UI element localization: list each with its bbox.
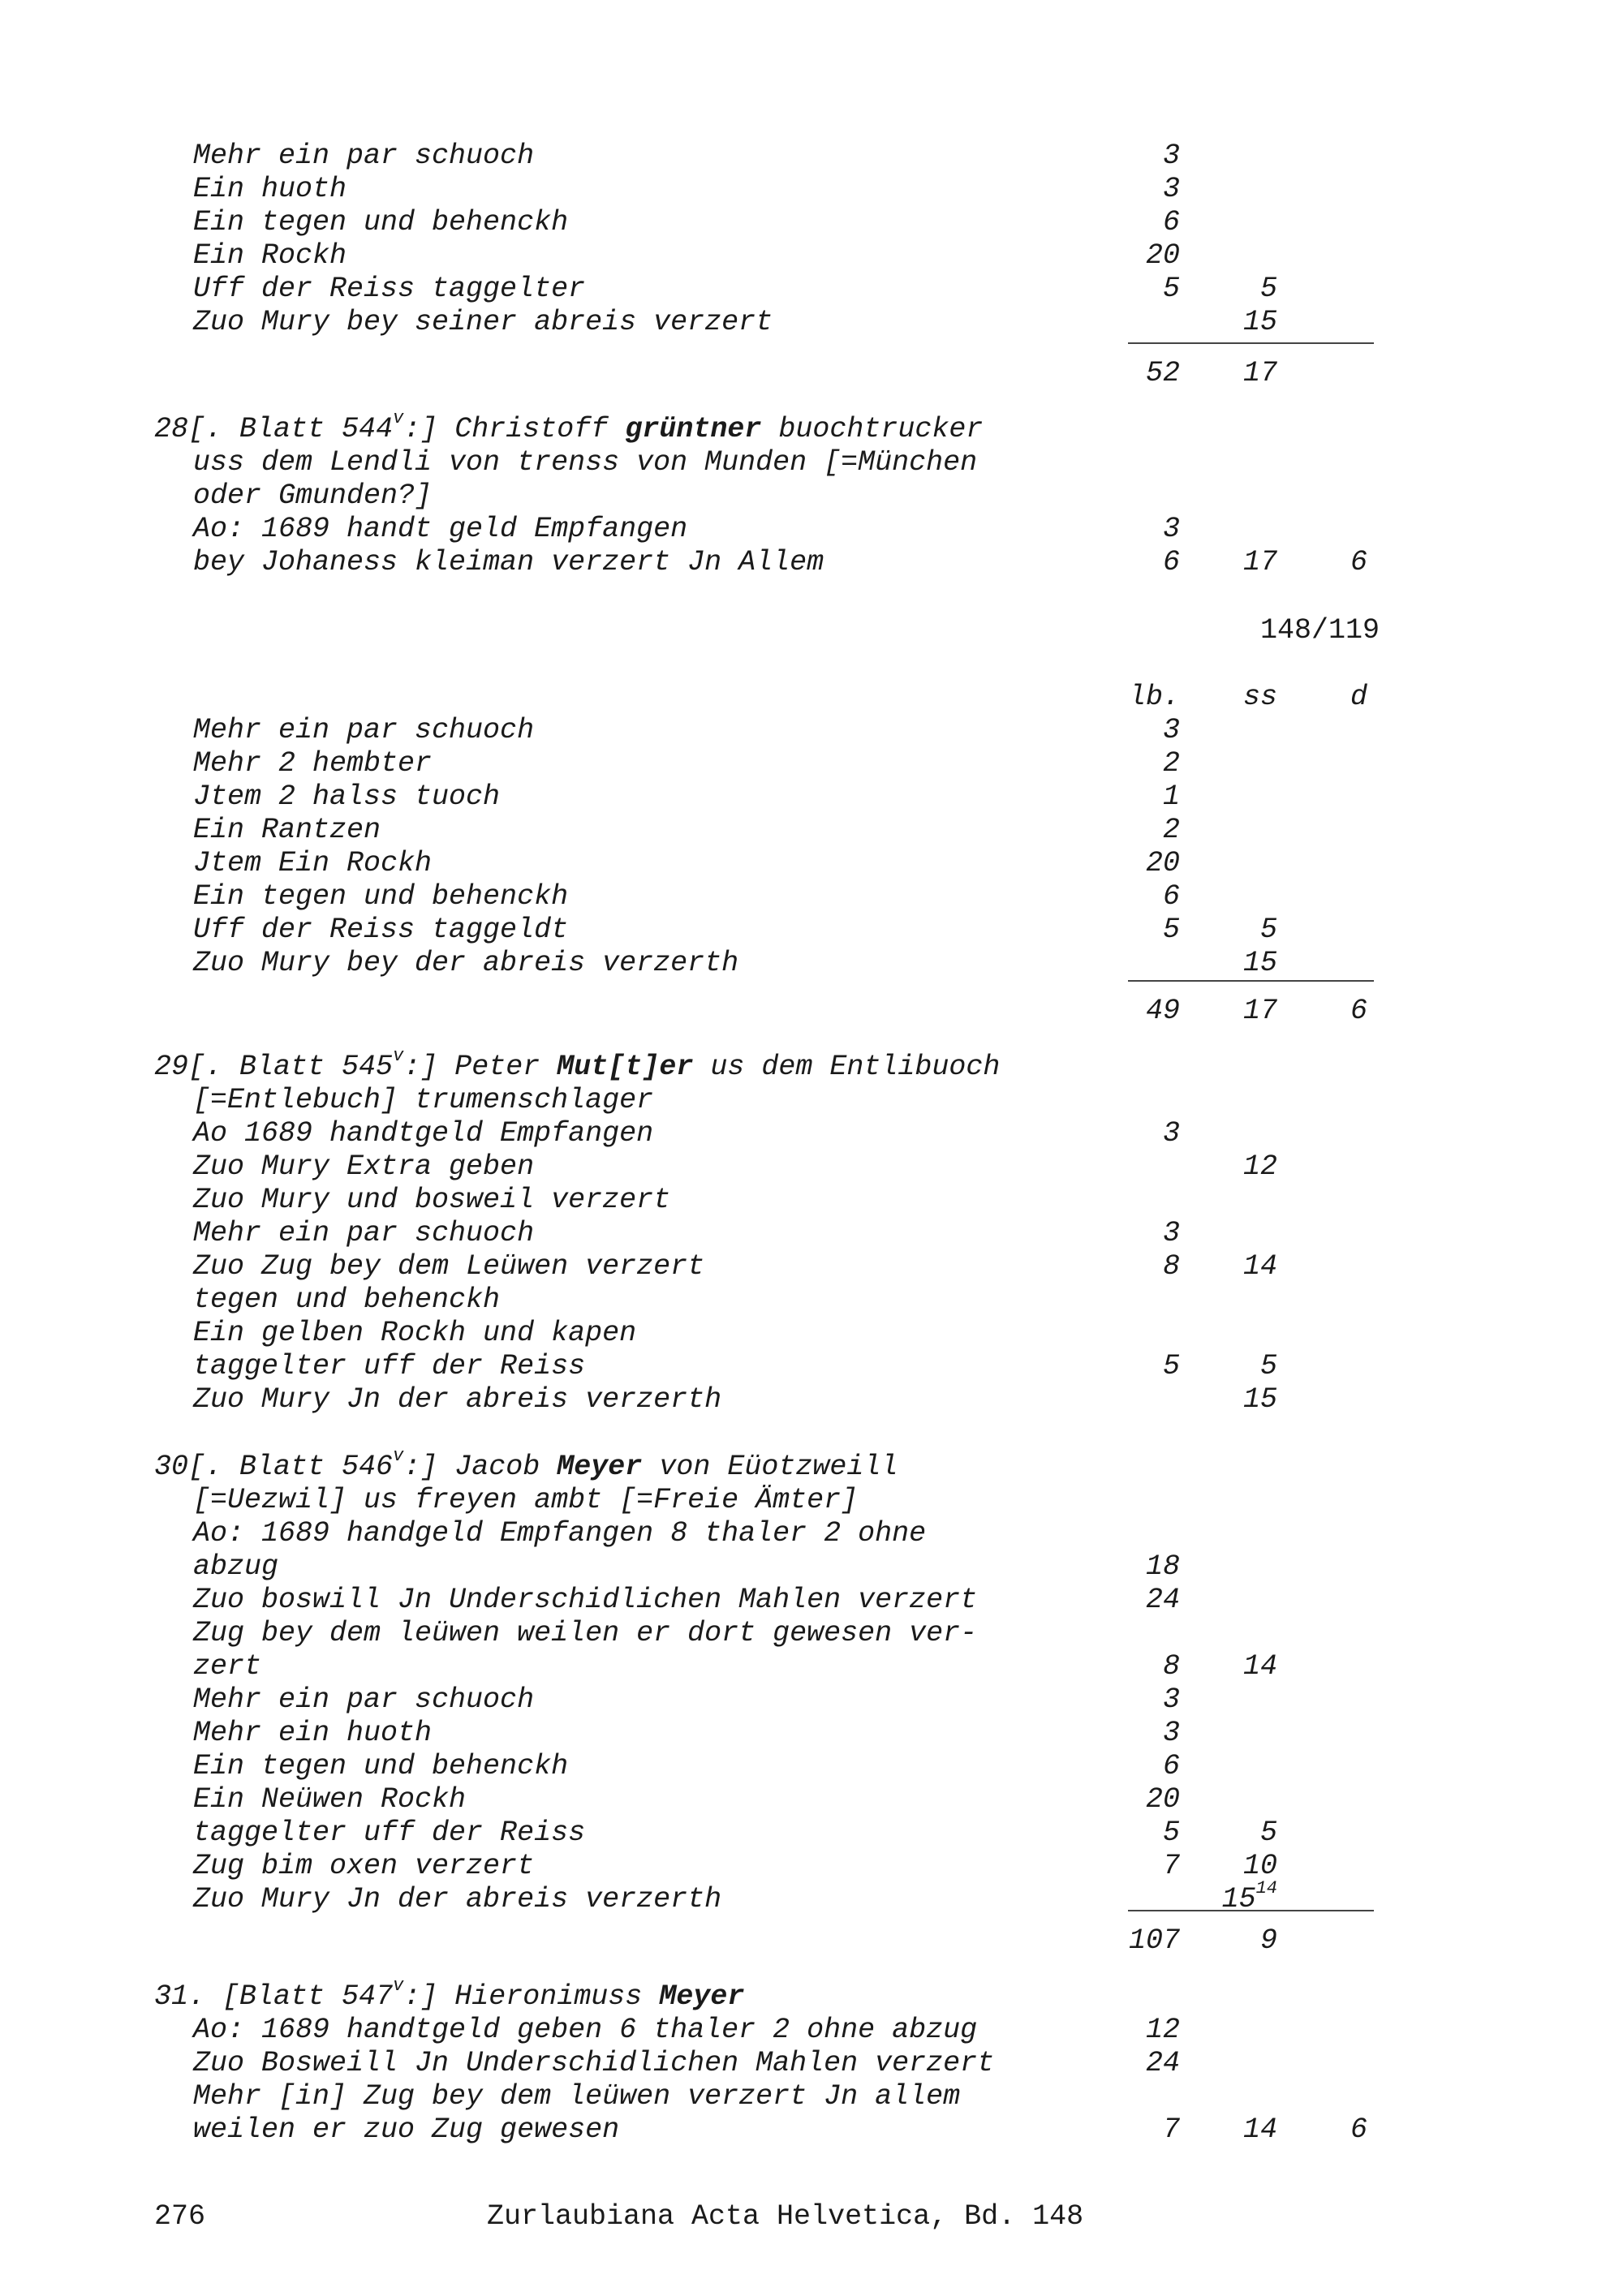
ledger-line — [0, 1084, 1623, 1117]
amount-lb: 7 — [1162, 1850, 1180, 1882]
amount-lb: 8 — [1162, 1250, 1180, 1283]
person-name: Meyer — [659, 1980, 745, 2013]
ledger-line — [0, 1350, 1623, 1383]
ledger-line — [0, 2080, 1623, 2113]
header-ss: ss — [1242, 681, 1277, 713]
ledger-line — [0, 2047, 1623, 2080]
line-text: bey Johaness kleiman verzert Jn Allem — [193, 546, 824, 578]
ledger-line — [0, 780, 1623, 814]
line-text: Uff der Reiss taggelter — [193, 273, 586, 305]
ledger-line — [0, 880, 1623, 914]
ledger-line — [0, 1117, 1623, 1150]
footnote-ref: 14 — [1255, 1878, 1277, 1898]
line-text: oder Gmunden?] — [193, 479, 433, 512]
line-text: Ein tegen und behenckh — [193, 880, 569, 913]
amount-lb: 20 — [1145, 239, 1180, 272]
ledger-line — [0, 1517, 1623, 1550]
line-text: 30[. Blatt 546$^v$:] Jacob Meyer von Eüotzweill — [154, 1446, 898, 1483]
amount-lb: 5 — [1162, 1350, 1180, 1382]
amount-ss: 15 — [1242, 306, 1277, 338]
amount-ss: 5 — [1259, 1350, 1277, 1382]
line-text: 29[. Blatt 545$^v$:] Peter Mut[t]er us dem Entlibuoch — [154, 1046, 1001, 1083]
ledger-line — [0, 2113, 1623, 2147]
total-lb: 107 — [1128, 1924, 1180, 1957]
ledger-line — [0, 206, 1623, 239]
line-text: Ein tegen und behenckh — [193, 1750, 569, 1782]
line-text: Zuo Mury Jn der abreis verzerth — [193, 1383, 722, 1416]
amount-lb: 1 — [1162, 780, 1180, 813]
ledger-line — [0, 446, 1623, 479]
line-text: Zuo Mury bey seiner abreis verzert — [193, 306, 773, 338]
amount-lb: 3 — [1162, 1717, 1180, 1749]
amount-ss: $15^{14}$ — [1221, 1878, 1277, 1915]
ledger-line — [0, 714, 1623, 747]
amount-ss: 12 — [1242, 1150, 1277, 1183]
line-text: Zuo Bosweill Jn Underschidlichen Mahlen verzert — [193, 2047, 995, 2079]
ledger-line — [0, 1283, 1623, 1317]
amount-lb: 2 — [1162, 747, 1180, 780]
amount-ss: 10 — [1242, 1850, 1277, 1882]
line-text: Zuo Zug bey dem Leüwen verzert — [193, 1250, 705, 1283]
line-text: Jtem Ein Rockh — [193, 847, 433, 879]
amount-lb: 6 — [1162, 880, 1180, 913]
verso-marker: v — [393, 1046, 404, 1066]
ledger-line — [0, 140, 1623, 173]
amount-lb: 20 — [1145, 1783, 1180, 1816]
amount-lb: 3 — [1162, 140, 1180, 172]
ledger-line — [0, 847, 1623, 880]
amount-lb: 24 — [1145, 1584, 1180, 1616]
line-text: taggelter uff der Reiss — [193, 1350, 586, 1382]
amount-lb: 5 — [1162, 273, 1180, 305]
amount-ss: 15 — [1242, 947, 1277, 979]
ledger-line — [0, 1484, 1623, 1517]
line-text: uss dem Lendli von trenss von Munden [=München — [193, 446, 978, 479]
line-text: zert — [193, 1650, 262, 1683]
ledger-line — [0, 1650, 1623, 1683]
line-text: Mehr 2 hembter — [193, 747, 433, 780]
ledger-line — [0, 947, 1623, 980]
person-name: Mut[t]er — [557, 1051, 694, 1083]
line-text: Mehr ein par schuoch — [193, 1217, 535, 1249]
ledger-line — [0, 1150, 1623, 1184]
line-text: Mehr ein par schuoch — [193, 714, 535, 746]
ledger-line — [0, 173, 1623, 206]
ledger-line — [0, 479, 1623, 513]
ledger-line — [0, 814, 1623, 847]
ledger-line — [0, 1317, 1623, 1350]
amount-lb: 7 — [1162, 2113, 1180, 2146]
amount-ss: 14 — [1242, 2113, 1277, 2146]
line-text: Ao 1689 handtgeld Empfangen — [193, 1117, 654, 1150]
amount-ss: 14 — [1242, 1250, 1277, 1283]
amount-lb: 6 — [1162, 206, 1180, 239]
line-text: Zug bey dem leüwen weilen er dort gewesen ver- — [193, 1617, 978, 1649]
total-row — [0, 1924, 1623, 1958]
sum-rule — [1128, 1910, 1374, 1911]
person-name: Meyer — [557, 1451, 643, 1483]
total-ss: 17 — [1242, 357, 1277, 389]
line-text: Jtem 2 halss tuoch — [193, 780, 501, 813]
ledger-line — [0, 1783, 1623, 1817]
line-text: Mehr ein par schuoch — [193, 1683, 535, 1716]
footer-page-number: 276 — [154, 2200, 206, 2233]
entry-heading — [0, 1446, 1623, 1484]
amount-lb: 6 — [1162, 546, 1180, 578]
ledger-line — [0, 1550, 1623, 1584]
ledger-line — [0, 1878, 1623, 1916]
total-d: 6 — [1350, 995, 1367, 1027]
line-text: Zuo Mury Jn der abreis verzerth — [193, 1883, 722, 1915]
person-name: grüntner — [625, 413, 762, 445]
ledger-line — [0, 306, 1623, 339]
ledger-line — [0, 1850, 1623, 1883]
line-text: Ein huoth — [193, 173, 347, 205]
amount-lb: 3 — [1162, 173, 1180, 205]
ledger-line — [0, 1250, 1623, 1283]
total-lb: 49 — [1145, 995, 1180, 1027]
amount-lb: 3 — [1162, 1217, 1180, 1249]
line-text: weilen er zuo Zug gewesen — [193, 2113, 620, 2146]
line-text: Ein Rantzen — [193, 814, 381, 846]
amount-lb: 3 — [1162, 714, 1180, 746]
amount-lb: 3 — [1162, 513, 1180, 545]
ledger-line — [0, 914, 1623, 947]
line-text: Zuo Mury Extra geben — [193, 1150, 535, 1183]
amount-lb: 2 — [1162, 814, 1180, 846]
line-text: Mehr ein huoth — [193, 1717, 433, 1749]
total-lb: 52 — [1145, 357, 1180, 389]
amount-lb: 3 — [1162, 1683, 1180, 1716]
amount-lb: 20 — [1145, 847, 1180, 879]
ledger-line — [0, 546, 1623, 579]
amount-ss: 5 — [1259, 914, 1277, 946]
line-text: Zug bim oxen verzert — [193, 1850, 535, 1882]
ledger-line — [0, 2014, 1623, 2047]
entry-heading — [0, 1046, 1623, 1084]
verso-marker: v — [393, 408, 404, 428]
line-text: Ein Neüwen Rockh — [193, 1783, 467, 1816]
amount-lb: 3 — [1162, 1117, 1180, 1150]
line-text: abzug — [193, 1550, 279, 1583]
ledger-line — [0, 1817, 1623, 1850]
amount-lb: 5 — [1162, 914, 1180, 946]
total-ss: 9 — [1259, 1924, 1277, 1957]
line-text: Ao: 1689 handt geld Empfangen — [193, 513, 688, 545]
line-text: tegen und behenckh — [193, 1283, 501, 1316]
ledger-line — [0, 1217, 1623, 1250]
amount-d: 6 — [1350, 546, 1367, 578]
line-text: Zuo boswill Jn Underschidlichen Mahlen verzert — [193, 1584, 978, 1616]
verso-marker: v — [393, 1976, 404, 1996]
line-text: Ein tegen und behenckh — [193, 206, 569, 239]
amount-ss: 5 — [1259, 273, 1277, 305]
amount-ss: 5 — [1259, 1817, 1277, 1849]
entry-heading — [0, 1976, 1623, 2014]
ledger-line — [0, 1617, 1623, 1650]
ledger-line — [0, 513, 1623, 546]
ledger-line — [0, 1683, 1623, 1717]
line-text: Mehr [in] Zug bey dem leüwen verzert Jn allem — [193, 2080, 961, 2113]
amount-lb: 12 — [1145, 2014, 1180, 2046]
ledger-line — [0, 239, 1623, 273]
header-lb: lb. — [1128, 681, 1180, 713]
line-text: Ein gelben Rockh und kapen — [193, 1317, 637, 1349]
amount-lb: 18 — [1145, 1550, 1180, 1583]
line-text: [=Entlebuch] trumenschlager — [193, 1084, 654, 1116]
total-row — [0, 995, 1623, 1028]
total-row — [0, 357, 1623, 390]
header-d: d — [1350, 681, 1367, 713]
ledger-line — [0, 273, 1623, 306]
verso-marker: v — [393, 1446, 404, 1466]
page-reference: 148/119 — [1260, 614, 1380, 647]
line-text: 31. [Blatt 547$^v$:] Hieronimuss Meyer — [154, 1976, 745, 2013]
ledger-line — [0, 1584, 1623, 1617]
amount-ss: 15 — [1242, 1383, 1277, 1416]
amount-lb: 6 — [1162, 1750, 1180, 1782]
amount-lb: 8 — [1162, 1650, 1180, 1683]
line-text: Zuo Mury und bosweil verzert — [193, 1184, 671, 1216]
total-ss: 17 — [1242, 995, 1277, 1027]
sum-rule — [1128, 342, 1374, 344]
column-header-row — [0, 681, 1623, 714]
amount-lb: 5 — [1162, 1817, 1180, 1849]
line-text: Mehr ein par schuoch — [193, 140, 535, 172]
entry-heading — [0, 408, 1623, 446]
line-text: [=Uezwil] us freyen ambt [=Freie Ämter] — [193, 1484, 859, 1516]
footer-title: Zurlaubiana Acta Helvetica, Bd. 148 — [487, 2200, 1084, 2233]
amount-d: 6 — [1350, 2113, 1367, 2146]
line-text: Uff der Reiss taggeldt — [193, 914, 569, 946]
line-text: taggelter uff der Reiss — [193, 1817, 586, 1849]
line-text: Ao: 1689 handgeld Empfangen 8 thaler 2 ohne — [193, 1517, 927, 1550]
line-text: 28[. Blatt 544$^v$:] Christoff grüntner buochtrucker — [154, 408, 984, 445]
line-text: Ein Rockh — [193, 239, 347, 272]
line-text: Zuo Mury bey der abreis verzerth — [193, 947, 739, 979]
amount-ss: 17 — [1242, 546, 1277, 578]
amount-lb: 24 — [1145, 2047, 1180, 2079]
ledger-line — [0, 1184, 1623, 1217]
amount-ss: 14 — [1242, 1650, 1277, 1683]
line-text: Ao: 1689 handtgeld geben 6 thaler 2 ohne abzug — [193, 2014, 978, 2046]
ledger-line — [0, 1750, 1623, 1783]
ledger-line — [0, 1383, 1623, 1417]
ledger-line — [0, 747, 1623, 780]
sum-rule — [1128, 980, 1374, 982]
ledger-line — [0, 1717, 1623, 1750]
